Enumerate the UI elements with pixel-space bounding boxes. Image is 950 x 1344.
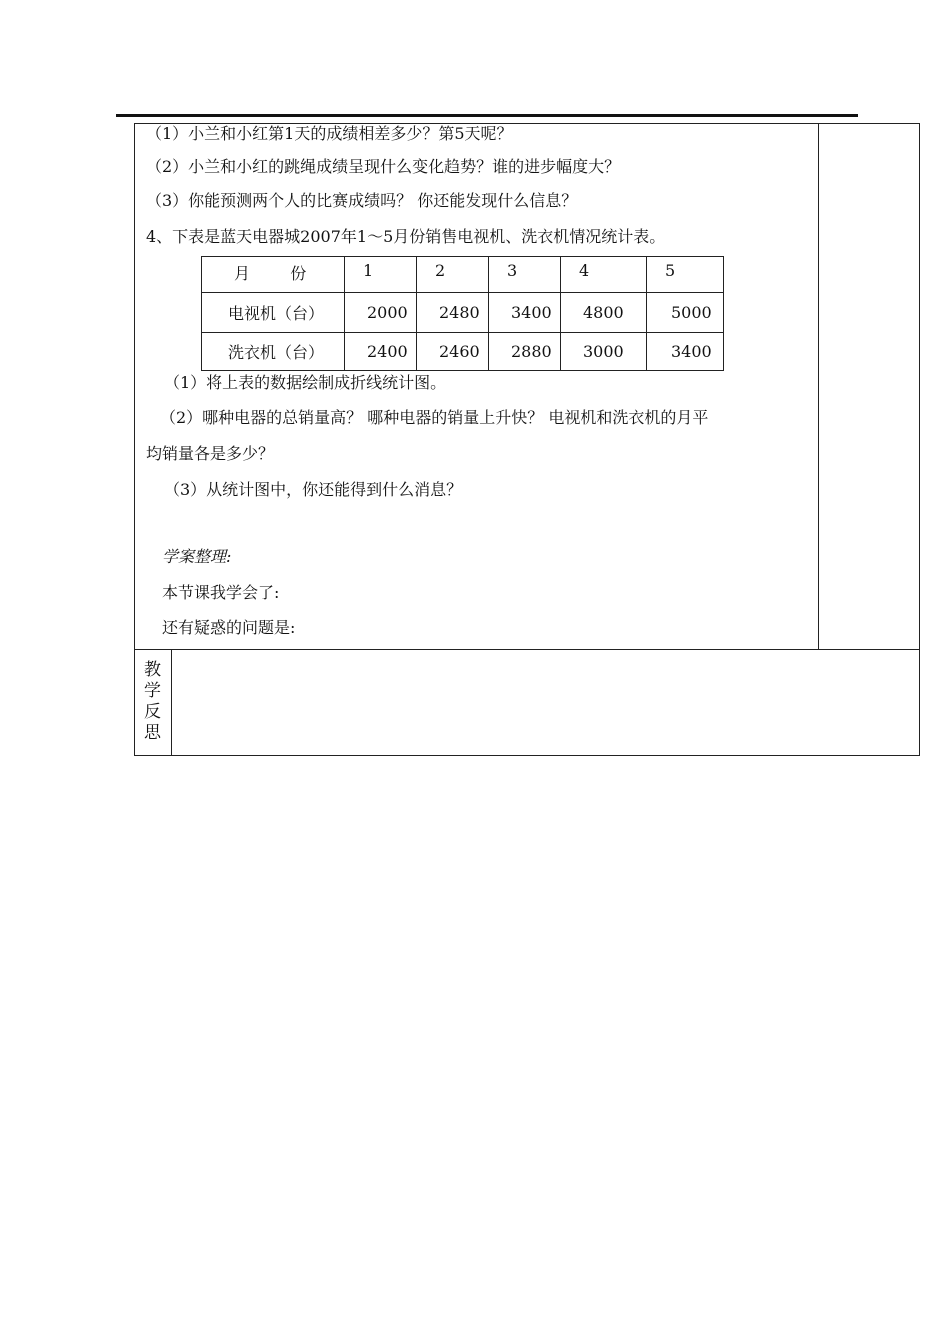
question-1-prev: （1）小兰和小红第1天的成绩相差多少？第5天呢？ bbox=[146, 124, 513, 143]
month-cell: 2 bbox=[417, 257, 489, 293]
table-row-tv bbox=[202, 293, 724, 333]
header-rule bbox=[116, 114, 858, 117]
reflection-char: 思 bbox=[144, 723, 161, 743]
reflection-char: 学 bbox=[144, 681, 161, 701]
reflection-char: 教 bbox=[144, 660, 161, 680]
sales-table bbox=[201, 256, 724, 371]
problem-4-q3: （3）从统计图中，你还能得到什么消息？ bbox=[164, 480, 463, 499]
row-label-tv: 电视机（台） bbox=[202, 293, 345, 333]
summary-title: 学案整理: bbox=[162, 547, 232, 566]
table-header-row bbox=[202, 257, 724, 293]
problem-4-q1: （1）将上表的数据绘制成折线统计图。 bbox=[164, 373, 447, 392]
value-cell: 2480 bbox=[417, 293, 489, 333]
month-header-char-a: 月 bbox=[234, 264, 251, 283]
summary-doubts: 还有疑惑的问题是: bbox=[162, 618, 296, 637]
month-cell: 3 bbox=[489, 257, 561, 293]
reflection-char: 反 bbox=[144, 702, 161, 722]
question-3-prev: （3）你能预测两个人的比赛成绩吗？ 你还能发现什么信息？ bbox=[146, 191, 578, 210]
value-cell: 4800 bbox=[561, 293, 647, 333]
table-row-washer bbox=[202, 333, 724, 371]
month-cell: 1 bbox=[345, 257, 417, 293]
value-cell: 3400 bbox=[489, 293, 561, 333]
month-header-cell bbox=[202, 257, 345, 293]
row-label-washer: 洗衣机（台） bbox=[202, 333, 345, 371]
problem-4-title: 4、下表是蓝天电器城2007年1～5月份销售电视机、洗衣机情况统计表。 bbox=[146, 227, 666, 246]
problem-4-q2-line2: 均销量各是多少？ bbox=[146, 444, 275, 463]
value-cell: 2000 bbox=[345, 293, 417, 333]
value-cell: 2400 bbox=[345, 333, 417, 371]
problem-4-q2-line1: （2）哪种电器的总销量高？ 哪种电器的销量上升快？ 电视机和洗衣机的月平 bbox=[160, 408, 709, 427]
teaching-reflection-label bbox=[134, 660, 171, 744]
month-cell: 5 bbox=[647, 257, 724, 293]
notes-column-divider bbox=[818, 123, 819, 650]
value-cell: 2460 bbox=[417, 333, 489, 371]
value-cell: 3400 bbox=[647, 333, 724, 371]
reflection-label-divider bbox=[171, 650, 172, 756]
month-header-char-b: 份 bbox=[290, 264, 307, 283]
value-cell: 3000 bbox=[561, 333, 647, 371]
month-cell: 4 bbox=[561, 257, 647, 293]
question-2-prev: （2）小兰和小红的跳绳成绩呈现什么变化趋势？谁的进步幅度大？ bbox=[146, 157, 621, 176]
lesson-table-frame bbox=[134, 123, 920, 756]
summary-learned: 本节课我学会了: bbox=[162, 583, 280, 602]
value-cell: 2880 bbox=[489, 333, 561, 371]
reflection-row-divider bbox=[134, 649, 920, 650]
value-cell: 5000 bbox=[647, 293, 724, 333]
